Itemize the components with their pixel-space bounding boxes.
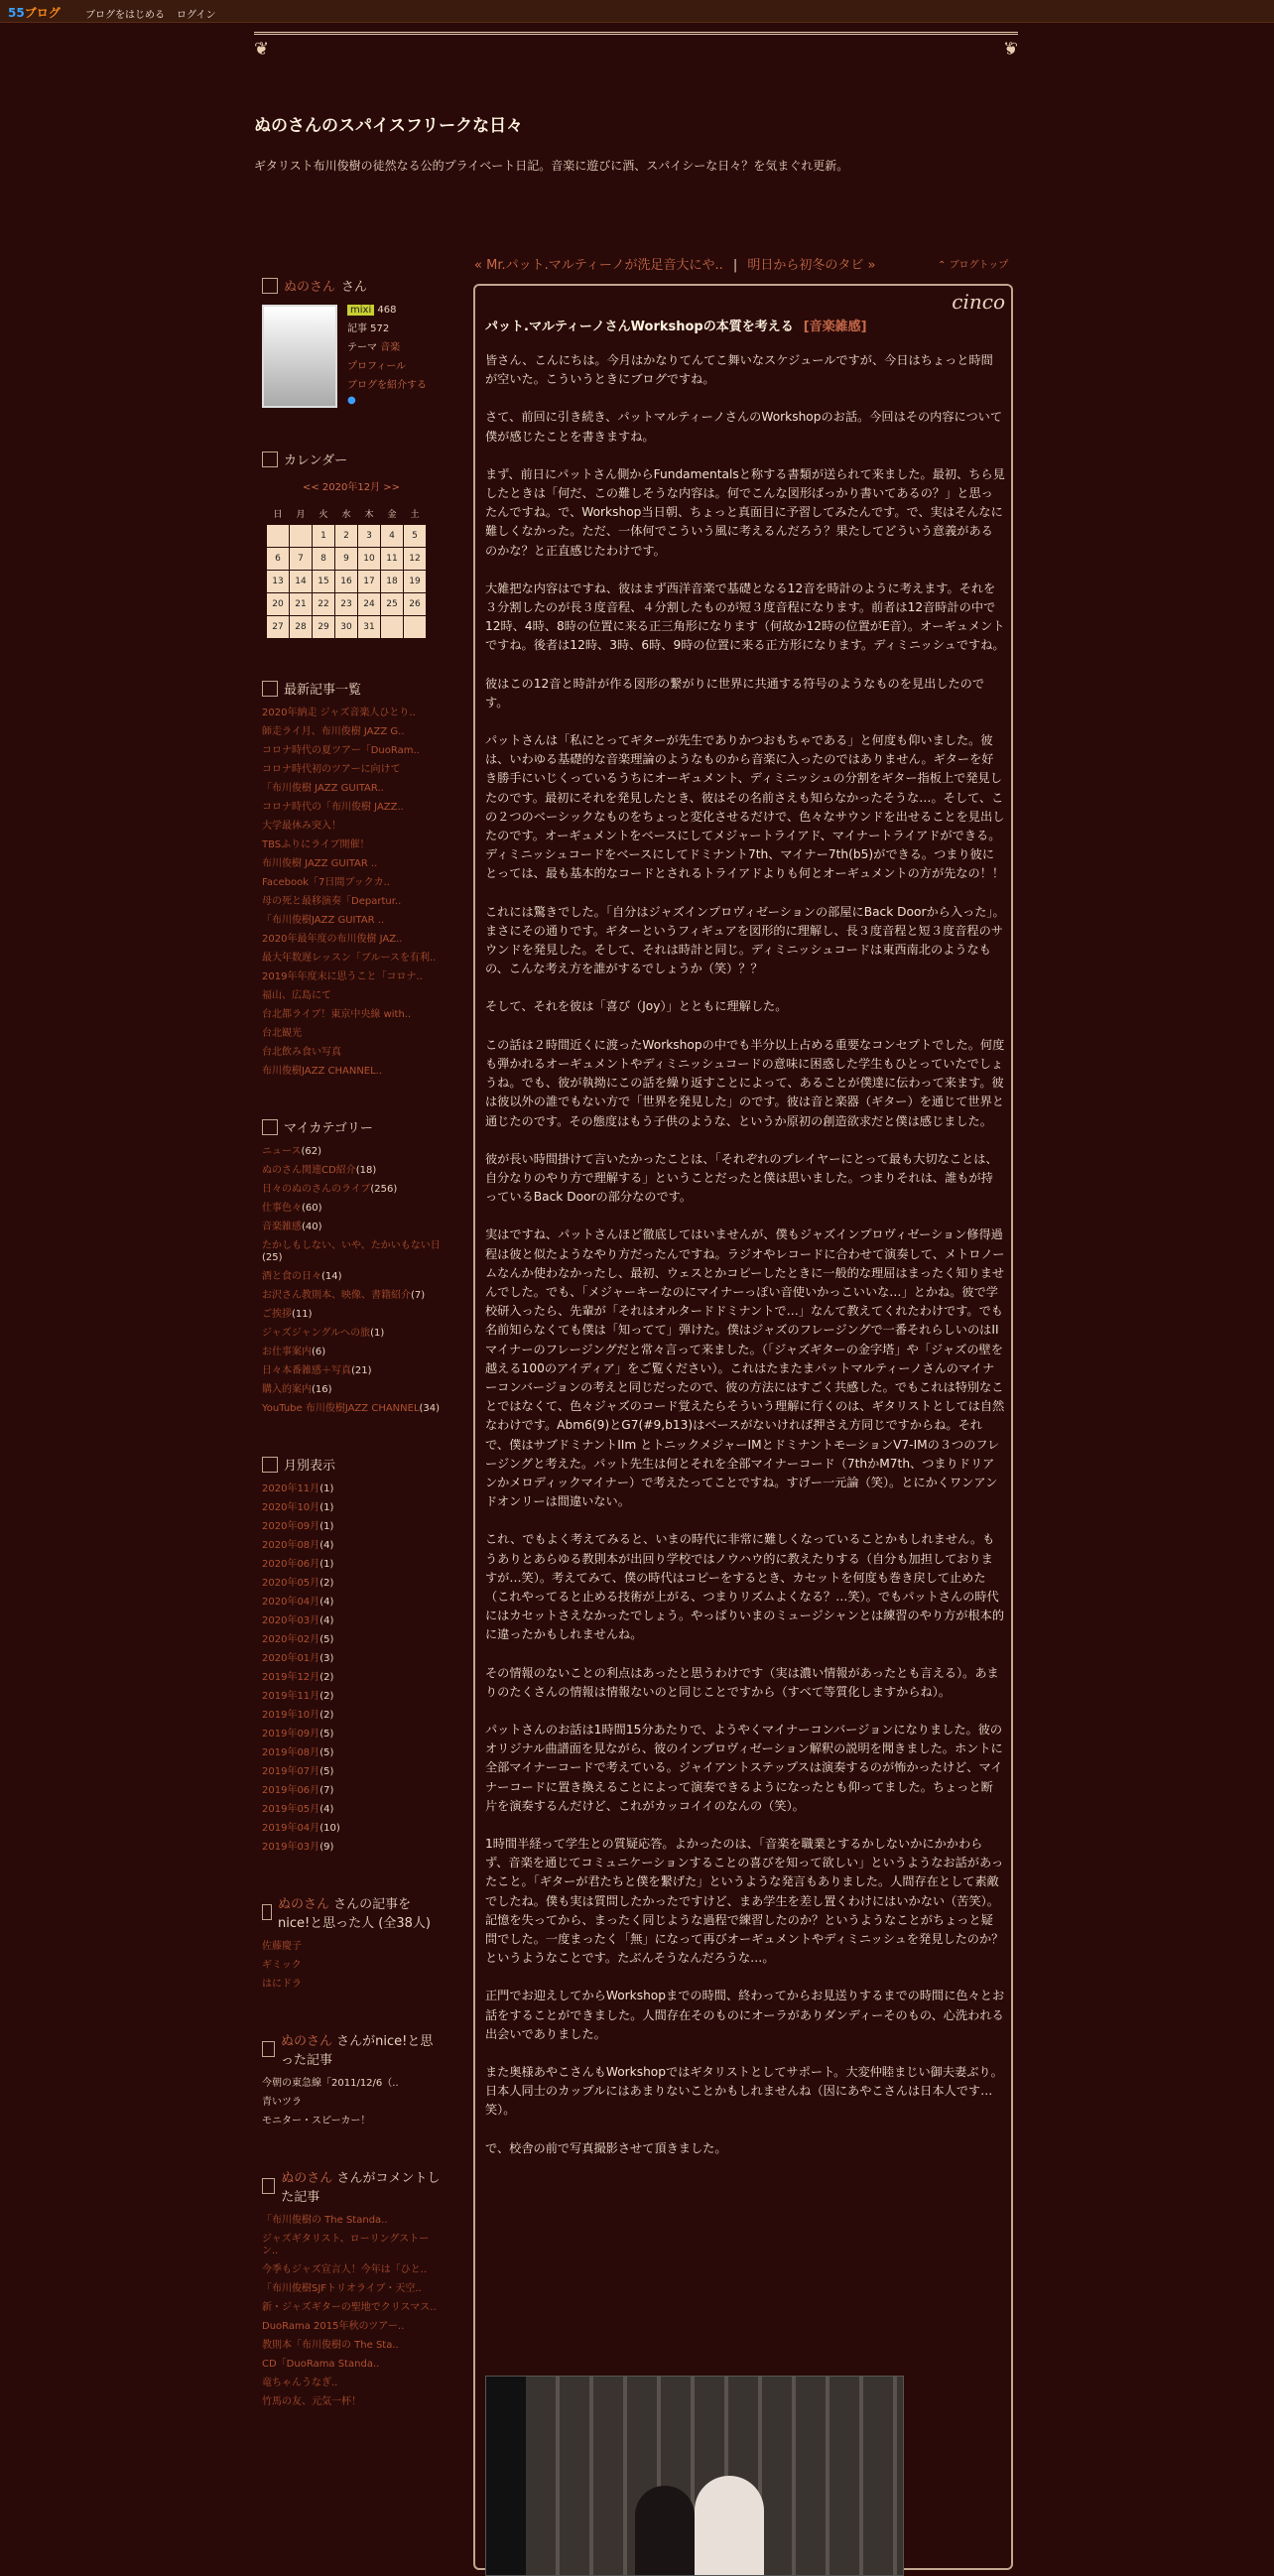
article-paragraph: パットさんは「私にとってギターが先生でありかつおもちゃである」と何度も仰いました。彼は、いわゆる基礎的な音楽理論のようなものから音楽に入ったのではありません。ギターを好き勝手にいじくっているうちにオーギュメント、ディミニッシュの分割をギター指板上で発見したのです。最初にそれを発見したとき、彼はその名前さえも知らなかったそうな…。そして、この２つのベーシックなものをちょっと変化させるだけで、色々なサウンドを出せることを見出したのです。オーギュメントをベースにしてメジャートライアド、マイナートライアドができる。ディミニッシュコードをベースにしてドミナント7th、マイナー7th(b5)ができる。つまり彼にとっては、最も基本的なコードとされるトライアドよりも何とオーギュメントの方が先なの！！ bbox=[485, 733, 1005, 881]
list-item-count: (40) bbox=[302, 1222, 322, 1232]
list-item[interactable] bbox=[262, 1203, 441, 1215]
list-item-name[interactable]: 2020年04月 bbox=[262, 1597, 320, 1608]
nice-from-title: さんの記事をnice!と思った人 (全38人) bbox=[277, 1897, 431, 1931]
list-item[interactable]: 「布川俊樹SJFトリオライブ・天空.. bbox=[262, 2283, 422, 2294]
article-paragraph: パットさんのお話は1時間15分あたりで、ようやくマイナーコンバージョンになりました。彼のオリジナル曲譜面を見ながら、彼のインプロヴィゼーション解釈の説明を聞きました。ホントに全部マイナーコードで考えている。ジャイアントステップスは演奏するのが怖かったけど、マイナーコードに置き換えることによって演奏できるようになったとも仰ってました。ちょっと断片を演奏するんだけど、これがカッコイイのなんの（笑）。 bbox=[485, 1722, 1003, 1813]
prev-arrow-icon: « bbox=[474, 258, 482, 273]
list-item-name[interactable]: 2020年05月 bbox=[262, 1578, 320, 1589]
article-photo[interactable] bbox=[485, 2376, 904, 2576]
list-item[interactable] bbox=[262, 1842, 441, 1854]
list-item-count: (62) bbox=[301, 1146, 322, 1157]
list-item[interactable]: 竜ちゃんうなぎ.. bbox=[262, 2378, 338, 2388]
list-item[interactable]: 青いツラ bbox=[262, 2097, 302, 2108]
list-item-count: (2) bbox=[319, 1710, 334, 1721]
calendar-day[interactable]: 25 bbox=[381, 593, 404, 616]
list-item[interactable]: コロナ時代の夏ツアー「DuoRam.. bbox=[262, 745, 420, 756]
calendar-week bbox=[267, 616, 427, 639]
list-item-name[interactable]: 2020年01月 bbox=[262, 1653, 320, 1664]
calendar-day[interactable]: 3 bbox=[358, 525, 381, 548]
article-paragraph: この話は２時間近くに渡ったWorkshopの中でも半分以上占める重要なコンセプトでした。何度も弾かれるオーギュメントやディミニッシュコードの意味に困惑した学生もひとっていたでしょうね。でも、彼が執拗にこの話を繰り返すことによって、あることが僕達に伝わって来ます。彼は彼以外の誰でもない方で「世界を発見した」のです。彼は音と楽器（ギター）を通じて世界と通じたのです。その態度はもう子供のような、というか原初の創造欲求だと僕は感じました。 bbox=[485, 1037, 1005, 1128]
calendar-day bbox=[404, 616, 427, 639]
up-arrow-icon: ⌃ bbox=[938, 260, 950, 271]
archive-title: 月別表示 bbox=[284, 1459, 336, 1474]
list-item-count: (5) bbox=[319, 1747, 334, 1758]
post-navigation bbox=[474, 254, 876, 273]
logo-number: 55 bbox=[8, 6, 25, 20]
heading-box-icon bbox=[262, 2178, 275, 2194]
calendar-day[interactable]: 18 bbox=[381, 571, 404, 593]
article bbox=[473, 284, 1013, 2570]
list-item[interactable]: 台北都ライブ！東京中央線 with.. bbox=[262, 1009, 412, 1020]
list-item-count: (21) bbox=[351, 1365, 372, 1376]
heading-box-icon bbox=[262, 278, 278, 294]
calendar-day[interactable]: 14 bbox=[290, 571, 313, 593]
article-paragraph: 実はですね、パットさんほど徹底してはいませんが、僕もジャズインプロヴィゼーション修得過程は彼と似たようなやり方だったんですね。ラジオやレコードに合わせて演奏して、メトロノームなんか使わなかったし、最初、ウェスとかコピーしたときに一般的な理屈はまったく知りませんでした。でも、「メジャーキーなのにマイナーっぽい音使いかっこいいな…」とかね。彼で学校研入ったら、先輩が「それはオルタードドミナントで…」なんて教えてくれたわけです。でも名前知らなくても僕は「知ってて」弾けた。僕はジャズのフレージングで一番それらしいのはIIマイナーのフレージングだと常々言って来ました。（「ジャズギターの金字塔」や「ジャズの壁を越える100のアイディア」をご覧ください）。これはたまたまパットマルティーノさんのマイナーコンバージョンの考えと同じだったので、彼の方法にはすごく共感した。でもこれは特別なことではなくて、色々ジャズのコード覚えたらそういう理解に行くのは、ギタリストとしては自然なわけです。Abm6(9)とG7(#9,b13)はベースがないければ押さえ方同じですからね。それで、僕はサブドミナントIIm とトニックメジャーIMとドミナントモーションV7-IMの３つのフレージングと考えた。パット先生は何とそれを全部マイナーコード（7thかM7th、つまりドリアンかメロディックマイナー）で考えたってことですね。すげー一元論（笑）。とにかくワンアンドオンリーは間違いない。 bbox=[485, 1227, 1005, 1509]
list-item[interactable]: 「布川俊樹 JAZZ GUITAR.. bbox=[262, 783, 384, 794]
calendar-day[interactable]: 4 bbox=[381, 525, 404, 548]
list-item[interactable] bbox=[262, 1365, 441, 1377]
list-item[interactable] bbox=[262, 1653, 441, 1665]
calendar-day[interactable]: 12 bbox=[404, 548, 427, 571]
list-item-count: (4) bbox=[319, 1540, 334, 1551]
next-arrow-icon: » bbox=[867, 258, 876, 273]
list-item[interactable] bbox=[262, 1729, 441, 1740]
list-item[interactable] bbox=[262, 1634, 441, 1646]
list-item-name[interactable]: ぬのさん関連CD紹介 bbox=[262, 1165, 356, 1176]
recent-articles-list bbox=[262, 708, 441, 1078]
list-item-name[interactable]: ニュース bbox=[262, 1146, 302, 1157]
list-item[interactable] bbox=[262, 1309, 441, 1321]
article-count: 記事 572 bbox=[347, 323, 390, 334]
introduce-blog-link[interactable]: ブログを紹介する bbox=[347, 380, 427, 391]
article-paragraph: 1時間半経って学生との質疑応答。よかったのは、「音楽を職業とするかしないかにかかわらず、音楽を通じてコミュニケーションすることの喜びを知って欲しい」というようなお話があったこと。「ギターが君たちと僕を繋げた」というような発言もありました。人間存在として素敵でしたね。僕も実は質問したかったですけど、まあ学生を差し置くわけにはいかない（苦笑）。記憶を失ってから、まったく同じような過程で練習したのか？というようなことがちょっと疑問でした。一度まったく「無」になって再びオーギュメントやディミニッシュを発見したのか？というようなことです。たぶんそうなんだろうな…。 bbox=[485, 1837, 1004, 1966]
list-item[interactable]: 最大年数遅レッスン「ブルースを有利.. bbox=[262, 953, 437, 964]
list-item[interactable] bbox=[262, 1165, 441, 1177]
article-paragraph: その情報のないことの利点はあったと思うわけです（実は濃い情報があったとも言える）。あまりのたくさんの情報は情報ないのと同じことですから（すべて等質化しますからね）。 bbox=[485, 1665, 999, 1699]
calendar-day[interactable]: 19 bbox=[404, 571, 427, 593]
profile-card bbox=[262, 305, 441, 410]
list-item[interactable] bbox=[262, 1691, 441, 1703]
list-item-count: (5) bbox=[319, 1729, 334, 1739]
calendar-day[interactable]: 22 bbox=[313, 593, 335, 616]
list-item[interactable] bbox=[262, 1578, 441, 1590]
list-item-count: (4) bbox=[319, 1597, 334, 1608]
list-item-count: (5) bbox=[319, 1766, 334, 1777]
list-item[interactable]: TBSふりにライブ開催！ bbox=[262, 839, 370, 850]
list-item-name[interactable]: 2019年09月 bbox=[262, 1729, 320, 1739]
list-item[interactable] bbox=[262, 1559, 441, 1571]
list-item-name[interactable]: 2019年03月 bbox=[262, 1842, 320, 1853]
list-item[interactable]: 福山、広島にて bbox=[262, 990, 331, 1001]
calendar-day bbox=[381, 616, 404, 639]
help-icon[interactable]: ● bbox=[347, 395, 356, 406]
list-item-count: (2) bbox=[319, 1672, 334, 1683]
article-category-link[interactable]: [音楽雑感] bbox=[803, 320, 867, 334]
calendar-day[interactable]: 27 bbox=[267, 616, 290, 639]
calendar-week bbox=[267, 571, 427, 593]
calendar-day[interactable]: 2 bbox=[335, 525, 358, 548]
blog-description: ギタリスト布川俊樹の徒然なる公的プライベート日記。音楽に遊びに酒、スパイシーな日々？を気まぐれ更新。 bbox=[254, 159, 849, 173]
list-item[interactable]: 「布川俊樹の The Standa.. bbox=[262, 2215, 388, 2226]
list-item-count: (1) bbox=[319, 1559, 334, 1570]
list-item-name[interactable]: 2020年08月 bbox=[262, 1540, 320, 1551]
calendar-day[interactable]: 20 bbox=[267, 593, 290, 616]
list-item-name[interactable]: 2019年07月 bbox=[262, 1766, 320, 1777]
article-paragraph: で、校舎の前で写真撮影させて頂きました。 bbox=[485, 2140, 727, 2155]
list-item[interactable]: 2019年年度末に思うこと「コロナ.. bbox=[262, 971, 423, 982]
list-item-name[interactable]: YouTube 布川俊樹JAZZ CHANNEL bbox=[262, 1403, 420, 1414]
calendar-day-header: 火 bbox=[313, 502, 335, 525]
nice-from-list bbox=[262, 1941, 441, 1991]
list-item-count: (60) bbox=[302, 1203, 322, 1214]
blog-top-label: ブログトップ bbox=[949, 260, 1009, 271]
list-item[interactable]: モニター・スピーカー！ bbox=[262, 2116, 371, 2126]
list-item[interactable]: 台北飲み食い写真 bbox=[262, 1047, 341, 1058]
list-item[interactable]: コロナ時代の「布川俊樹 JAZZ.. bbox=[262, 802, 404, 813]
calendar-week bbox=[267, 593, 427, 616]
list-item-name[interactable]: 2019年11月 bbox=[262, 1691, 320, 1702]
list-item-name[interactable]: 日々本番雑感＋写真 bbox=[262, 1365, 351, 1376]
profile-heading bbox=[262, 276, 441, 295]
article-paragraph: さて、前回に引き続き、パットマルティーノさんのWorkshopのお話。今回はその内容について僕が感じたことを書きますね。 bbox=[485, 410, 1003, 444]
article-body bbox=[485, 351, 1005, 2177]
list-item-name[interactable]: 2019年12月 bbox=[262, 1672, 320, 1683]
list-item[interactable]: 「布川俊樹JAZZ GUITAR .. bbox=[262, 915, 385, 926]
list-item[interactable]: はにドラ bbox=[262, 1979, 302, 1990]
list-item-count: (2) bbox=[319, 1691, 334, 1702]
list-item[interactable]: 教則本「布川俊樹の The Sta.. bbox=[262, 2340, 399, 2351]
article-paragraph: また奥様あやこさんもWorkshopではギタリストとしてサポート。大変仲睦まじい御夫妻ぶり。日本人同士のカップルにはあまりないことかもしれませんね（因にあやこさんは日本人です…笑）。 bbox=[485, 2065, 1003, 2118]
list-item[interactable] bbox=[262, 1597, 441, 1609]
list-item[interactable] bbox=[262, 1240, 441, 1264]
article-paragraph: 皆さん、こんにちは。今月はかなりてんてこ舞いなスケジュールですが、今日はちょっと時間が空いた。こういうときにブログですね。 bbox=[485, 353, 993, 387]
list-item[interactable]: 2020年納走 ジャズ音楽人ひとり.. bbox=[262, 708, 416, 718]
calendar-day[interactable]: 24 bbox=[358, 593, 381, 616]
start-blog-link[interactable]: ブログをはじめる bbox=[85, 10, 165, 21]
list-item[interactable]: ジャズギタリスト、ローリングストーン.. bbox=[262, 2234, 430, 2256]
article-paragraph: 大雑把な内容はですね、彼はまず西洋音楽で基礎となる12音を時計のように考えます。それを３分割したのが長３度音程、４分割したものが短３度音程になります。前者は12音時計の中で12時、4時、8時の位置に来る正三角形になります（何故か12時の位置がE音）。オーギュメントですね。後者は12時、3時、6時、9時の位置に来る正方形になります。ディミニッシュですね。 bbox=[485, 580, 1005, 653]
theme-link[interactable]: 音楽 bbox=[380, 342, 401, 353]
list-item[interactable] bbox=[262, 1403, 441, 1415]
list-item-count: (14) bbox=[321, 1271, 342, 1282]
list-item[interactable]: コロナ時代初のツアーに向けて bbox=[262, 764, 401, 775]
calendar-day[interactable]: 6 bbox=[267, 548, 290, 571]
list-item[interactable] bbox=[262, 1785, 441, 1797]
list-item-name[interactable]: 2019年08月 bbox=[262, 1747, 320, 1758]
article-paragraph: 正門でお迎えしてからWorkshopまでの時間、終わってからお見送りするまでの時間に色々とお話をすることができました。人間存在そのものにオーラがありダンディーそのもの、心洗われる出会いでありました。 bbox=[485, 1989, 1005, 2041]
list-item[interactable] bbox=[262, 1672, 441, 1684]
article-paragraph: そして、それを彼は「喜び（Joy）」とともに理解した。 bbox=[485, 999, 788, 1014]
list-item-name[interactable]: たかしもしない、いや、たかいもない日 bbox=[262, 1240, 441, 1251]
list-item-name[interactable]: 2020年02月 bbox=[262, 1634, 320, 1645]
heading-box-icon bbox=[262, 681, 278, 697]
list-item[interactable]: 布川俊樹 JAZZ GUITAR .. bbox=[262, 858, 378, 869]
list-item-name[interactable]: 2020年11月 bbox=[262, 1483, 320, 1494]
calendar-day[interactable]: 26 bbox=[404, 593, 427, 616]
list-item-name[interactable]: 2019年05月 bbox=[262, 1804, 320, 1815]
calendar-day[interactable]: 30 bbox=[335, 616, 358, 639]
list-item-count: (9) bbox=[319, 1842, 334, 1853]
article-paragraph: これ、でもよく考えてみると、いまの時代に非常に難しくなっていることかもしれません。もうありとあらゆる教則本が出回り学校ではノウハウ的に教えたりする（自分も加担しておりますが…笑）。考えてみて、僕の時代はコピーをするとき、カセットを何度も巻き戻して止めた（これやってると止める技術が上がる、つまりリズムよくなる？…笑）。でもパットさんの時代にはカセットさえなかったでしょう。やっぱりいまのミュージシャンとは練習のやり方が根本的に違ったかもしれませんね。 bbox=[485, 1532, 1005, 1642]
calendar-day[interactable]: 13 bbox=[267, 571, 290, 593]
calendar-day[interactable]: 16 bbox=[335, 571, 358, 593]
heading-box-icon bbox=[262, 1457, 278, 1473]
calendar-day-header: 土 bbox=[404, 502, 427, 525]
list-item-name[interactable]: 仕事色々 bbox=[262, 1203, 302, 1214]
theme-label: テーマ bbox=[347, 342, 377, 353]
list-item-count: (1) bbox=[319, 1502, 334, 1513]
photo-person-1 bbox=[635, 2486, 695, 2575]
list-item-name[interactable]: 2019年06月 bbox=[262, 1785, 320, 1796]
profile-suffix: さん bbox=[341, 280, 368, 295]
level-badge: mixi bbox=[347, 305, 374, 316]
list-item[interactable]: DuoRama 2015年秋のツアー.. bbox=[262, 2321, 405, 2332]
calendar-day[interactable]: 21 bbox=[290, 593, 313, 616]
list-item[interactable]: 今朝の東急線「2011/12/6（.. bbox=[262, 2078, 399, 2089]
article-title-text[interactable]: パット.マルティーノさんWorkshopの本質を考える bbox=[485, 320, 794, 334]
list-item[interactable] bbox=[262, 1146, 441, 1158]
list-item[interactable] bbox=[262, 1502, 441, 1514]
article-paragraph: これには驚きでした。「自分はジャズインプロヴィゼーションの部屋にBack Doorから入った」。まさにその通りです。ギターというフィギュアを図形的に理解し、長３度音程と短３度音程のサウンドを発見した。そして、それは時計と同じ。ディミニッシュコードは東西南北のようなもの、こんな考え方を誰がするでしょうか（笑）？？ bbox=[485, 904, 1005, 976]
calendar-nav[interactable]: << 2020年12月 >> bbox=[302, 482, 401, 493]
list-item[interactable]: 師走ライ月、布川俊樹 JAZZ G.. bbox=[262, 726, 405, 737]
commented-articles-list bbox=[262, 2215, 441, 2408]
nice-to-heading bbox=[262, 2030, 441, 2068]
list-item[interactable] bbox=[262, 1615, 441, 1627]
list-item[interactable] bbox=[262, 1222, 441, 1233]
nice-count: 468 bbox=[377, 305, 397, 316]
nice-from-heading bbox=[262, 1893, 441, 1931]
list-item[interactable] bbox=[262, 1521, 441, 1533]
list-item-count: (1) bbox=[319, 1483, 334, 1494]
heading-box-icon bbox=[262, 451, 278, 467]
list-item-name[interactable]: 購入的案内 bbox=[262, 1384, 312, 1395]
list-item[interactable] bbox=[262, 1804, 441, 1816]
ornament-divider bbox=[254, 32, 1018, 64]
list-item-name[interactable]: お沢さん教則本、映像、書籍紹介 bbox=[262, 1290, 411, 1301]
list-item-count: (3) bbox=[319, 1653, 334, 1664]
calendar-day[interactable]: 1 bbox=[313, 525, 335, 548]
list-item[interactable]: 佐藤慶子 bbox=[262, 1941, 302, 1952]
list-item-count: (34) bbox=[419, 1403, 441, 1414]
category-list bbox=[262, 1146, 441, 1415]
heading-box-icon bbox=[262, 1904, 272, 1920]
list-item-count: (5) bbox=[319, 1634, 334, 1645]
calendar-title: カレンダー bbox=[284, 453, 348, 468]
list-item[interactable] bbox=[262, 1328, 441, 1340]
list-item[interactable]: ギミック bbox=[262, 1960, 302, 1971]
list-item-name[interactable]: 音楽雑感 bbox=[262, 1222, 302, 1232]
calendar-day[interactable]: 23 bbox=[335, 593, 358, 616]
list-item[interactable]: 竹馬の友、元気一杯！ bbox=[262, 2396, 361, 2407]
profile-link[interactable]: プロフィール bbox=[347, 361, 406, 372]
calendar-table bbox=[266, 501, 427, 639]
list-item-name[interactable]: 日々のぬのさんのライブ bbox=[262, 1184, 371, 1195]
blog-title[interactable]: ぬのさんのスパイスフリークな日々 bbox=[254, 116, 524, 136]
calendar-day-header: 月 bbox=[290, 502, 313, 525]
list-item-count: (4) bbox=[319, 1804, 334, 1815]
header-decoration bbox=[254, 32, 1018, 64]
list-item-count: (11) bbox=[292, 1309, 313, 1320]
photo-person-2 bbox=[695, 2476, 764, 2575]
list-item-name[interactable]: ご挨拶 bbox=[262, 1309, 292, 1320]
list-item[interactable] bbox=[262, 1766, 441, 1778]
list-item[interactable] bbox=[262, 1747, 441, 1759]
sidebar bbox=[262, 276, 441, 2448]
calendar-week bbox=[267, 548, 427, 571]
category-heading bbox=[262, 1117, 441, 1136]
nice-to-title: さんがnice!と思った記事 bbox=[280, 2034, 434, 2068]
list-item[interactable] bbox=[262, 1184, 441, 1196]
comments-heading bbox=[262, 2167, 441, 2205]
list-item-count: (6) bbox=[312, 1347, 326, 1357]
calendar bbox=[262, 478, 441, 639]
article-paragraph: 彼が長い時間掛けて言いたかったことは、「それぞれのプレイヤーにとって最も大切なことは、自分なりのやり方で理解する」ということだったと僕は思いました。つまりそれは、誰もが持っているBack Doorの部分なのです。 bbox=[485, 1151, 998, 1205]
list-item[interactable] bbox=[262, 1823, 441, 1835]
heading-box-icon bbox=[262, 1119, 278, 1135]
list-item-count: (4) bbox=[319, 1615, 334, 1626]
list-item-name[interactable]: 2019年10月 bbox=[262, 1710, 320, 1721]
list-item-count: (7) bbox=[319, 1785, 334, 1796]
blog-top-link[interactable] bbox=[938, 256, 1008, 271]
list-item[interactable]: 新・ジャズギターの聖地でクリスマス.. bbox=[262, 2302, 437, 2313]
list-item-name[interactable]: 2020年06月 bbox=[262, 1559, 320, 1570]
login-link[interactable]: ログイン bbox=[177, 10, 216, 21]
nav-separator: | bbox=[732, 258, 738, 273]
list-item-count: (1) bbox=[370, 1328, 385, 1339]
calendar-day[interactable]: 28 bbox=[290, 616, 313, 639]
profile-name-link[interactable]: ぬのさん bbox=[284, 280, 336, 295]
top-bar bbox=[0, 0, 1274, 23]
list-item-count: (25) bbox=[262, 1252, 283, 1263]
list-item[interactable]: CD「DuoRama Standa.. bbox=[262, 2359, 380, 2370]
recent-heading bbox=[262, 679, 441, 698]
article-title bbox=[485, 316, 867, 334]
calendar-week bbox=[267, 525, 427, 548]
calendar-day-header: 日 bbox=[267, 502, 290, 525]
list-item[interactable] bbox=[262, 1290, 441, 1302]
calendar-day[interactable]: 10 bbox=[358, 548, 381, 571]
nice-to-list bbox=[262, 2078, 441, 2127]
list-item-count: (2) bbox=[319, 1578, 334, 1589]
list-item-name[interactable]: 2020年09月 bbox=[262, 1521, 320, 1532]
article-paragraph: まず、前日にパットさん側からFundamentalsと称する書類が送られて来ました。最初、ちら見したときは「何だ、この難しそうな内容は。何でこんな図形ばっかり書いてあるの？」と思ったんですね。で、Workshop当日朝、ちょっと真面目に予習してみたんです。で、実はそんなに難しくなかった。ただ、一体何でこういう風に考えるんだろう？果たしてどういう意義があるのかな？と正直感じたわけです。 bbox=[485, 466, 1005, 558]
archive-list bbox=[262, 1483, 441, 1854]
list-item[interactable]: Facebook「7日間ブックカ.. bbox=[262, 877, 391, 888]
category-title: マイカテゴリー bbox=[284, 1121, 373, 1136]
list-item-name[interactable]: ジャズジャングルへの旅 bbox=[262, 1328, 371, 1339]
calendar-heading bbox=[262, 450, 441, 468]
list-item-name[interactable]: 2020年10月 bbox=[262, 1502, 320, 1513]
list-item[interactable]: 大学最休み突入！ bbox=[262, 821, 341, 832]
article-paragraph: 彼はこの12音と時計が作る図形の繋がりに世界に共通する符号のようなものを見出したのです。 bbox=[485, 676, 985, 709]
list-item[interactable]: 台北観光 bbox=[262, 1028, 302, 1039]
list-item[interactable]: 2020年最年度の布川俊樹 JAZ.. bbox=[262, 934, 403, 945]
list-item[interactable]: 今季もジャズ宣言人！今年は「ひと.. bbox=[262, 2264, 428, 2275]
list-item[interactable] bbox=[262, 1540, 441, 1552]
calendar-day[interactable]: 9 bbox=[335, 548, 358, 571]
list-item-count: (10) bbox=[319, 1823, 340, 1834]
calendar-day[interactable]: 8 bbox=[313, 548, 335, 571]
nice-to-name[interactable]: ぬのさん bbox=[280, 2034, 332, 2049]
list-item-count: (1) bbox=[319, 1521, 334, 1532]
heading-box-icon bbox=[262, 2041, 275, 2057]
calendar-day[interactable]: 11 bbox=[381, 548, 404, 571]
list-item[interactable]: 布川俊樹JAZZ CHANNEL.. bbox=[262, 1066, 383, 1077]
calendar-day bbox=[290, 525, 313, 548]
comments-title: さんがコメントした記事 bbox=[281, 2171, 441, 2205]
calendar-day[interactable]: 7 bbox=[290, 548, 313, 571]
calendar-day-header: 木 bbox=[358, 502, 381, 525]
calendar-day-header: 水 bbox=[335, 502, 358, 525]
list-item-count: (256) bbox=[370, 1184, 398, 1195]
prev-post-link[interactable]: Mr.パット.マルティーノが洗足音大にや.. bbox=[486, 258, 723, 273]
list-item-count: (7) bbox=[411, 1290, 426, 1301]
calendar-day[interactable]: 29 bbox=[313, 616, 335, 639]
calendar-day[interactable]: 15 bbox=[313, 571, 335, 593]
list-item[interactable] bbox=[262, 1347, 441, 1358]
calendar-day-header: 金 bbox=[381, 502, 404, 525]
recent-title: 最新記事一覧 bbox=[284, 683, 362, 698]
calendar-day[interactable]: 17 bbox=[358, 571, 381, 593]
comments-name[interactable]: ぬのさん bbox=[281, 2171, 333, 2186]
list-item[interactable] bbox=[262, 1384, 441, 1396]
calendar-day[interactable]: 31 bbox=[358, 616, 381, 639]
list-item[interactable]: 母の死と最移演奏「Departur.. bbox=[262, 896, 402, 907]
list-item[interactable] bbox=[262, 1271, 441, 1283]
calendar-day bbox=[267, 525, 290, 548]
list-item-name[interactable]: お仕事案内 bbox=[262, 1347, 312, 1357]
avatar[interactable] bbox=[262, 305, 337, 408]
list-item-name[interactable]: 2020年03月 bbox=[262, 1615, 320, 1626]
list-item-count: (18) bbox=[355, 1165, 377, 1176]
calendar-day[interactable]: 5 bbox=[404, 525, 427, 548]
category-logo: cinco bbox=[952, 290, 1005, 314]
list-item[interactable] bbox=[262, 1483, 441, 1495]
list-item-name[interactable]: 2019年04月 bbox=[262, 1823, 320, 1834]
list-item[interactable] bbox=[262, 1710, 441, 1722]
profile-info bbox=[347, 305, 427, 410]
next-post-link[interactable]: 明日から初冬のタビ bbox=[747, 258, 864, 273]
nice-from-name[interactable]: ぬのさん bbox=[277, 1897, 329, 1912]
site-logo[interactable] bbox=[8, 4, 61, 21]
archive-heading bbox=[262, 1455, 441, 1474]
list-item-name[interactable]: 酒と食の日々 bbox=[262, 1271, 321, 1282]
list-item-count: (16) bbox=[312, 1384, 332, 1395]
logo-text: ブログ bbox=[24, 6, 61, 20]
